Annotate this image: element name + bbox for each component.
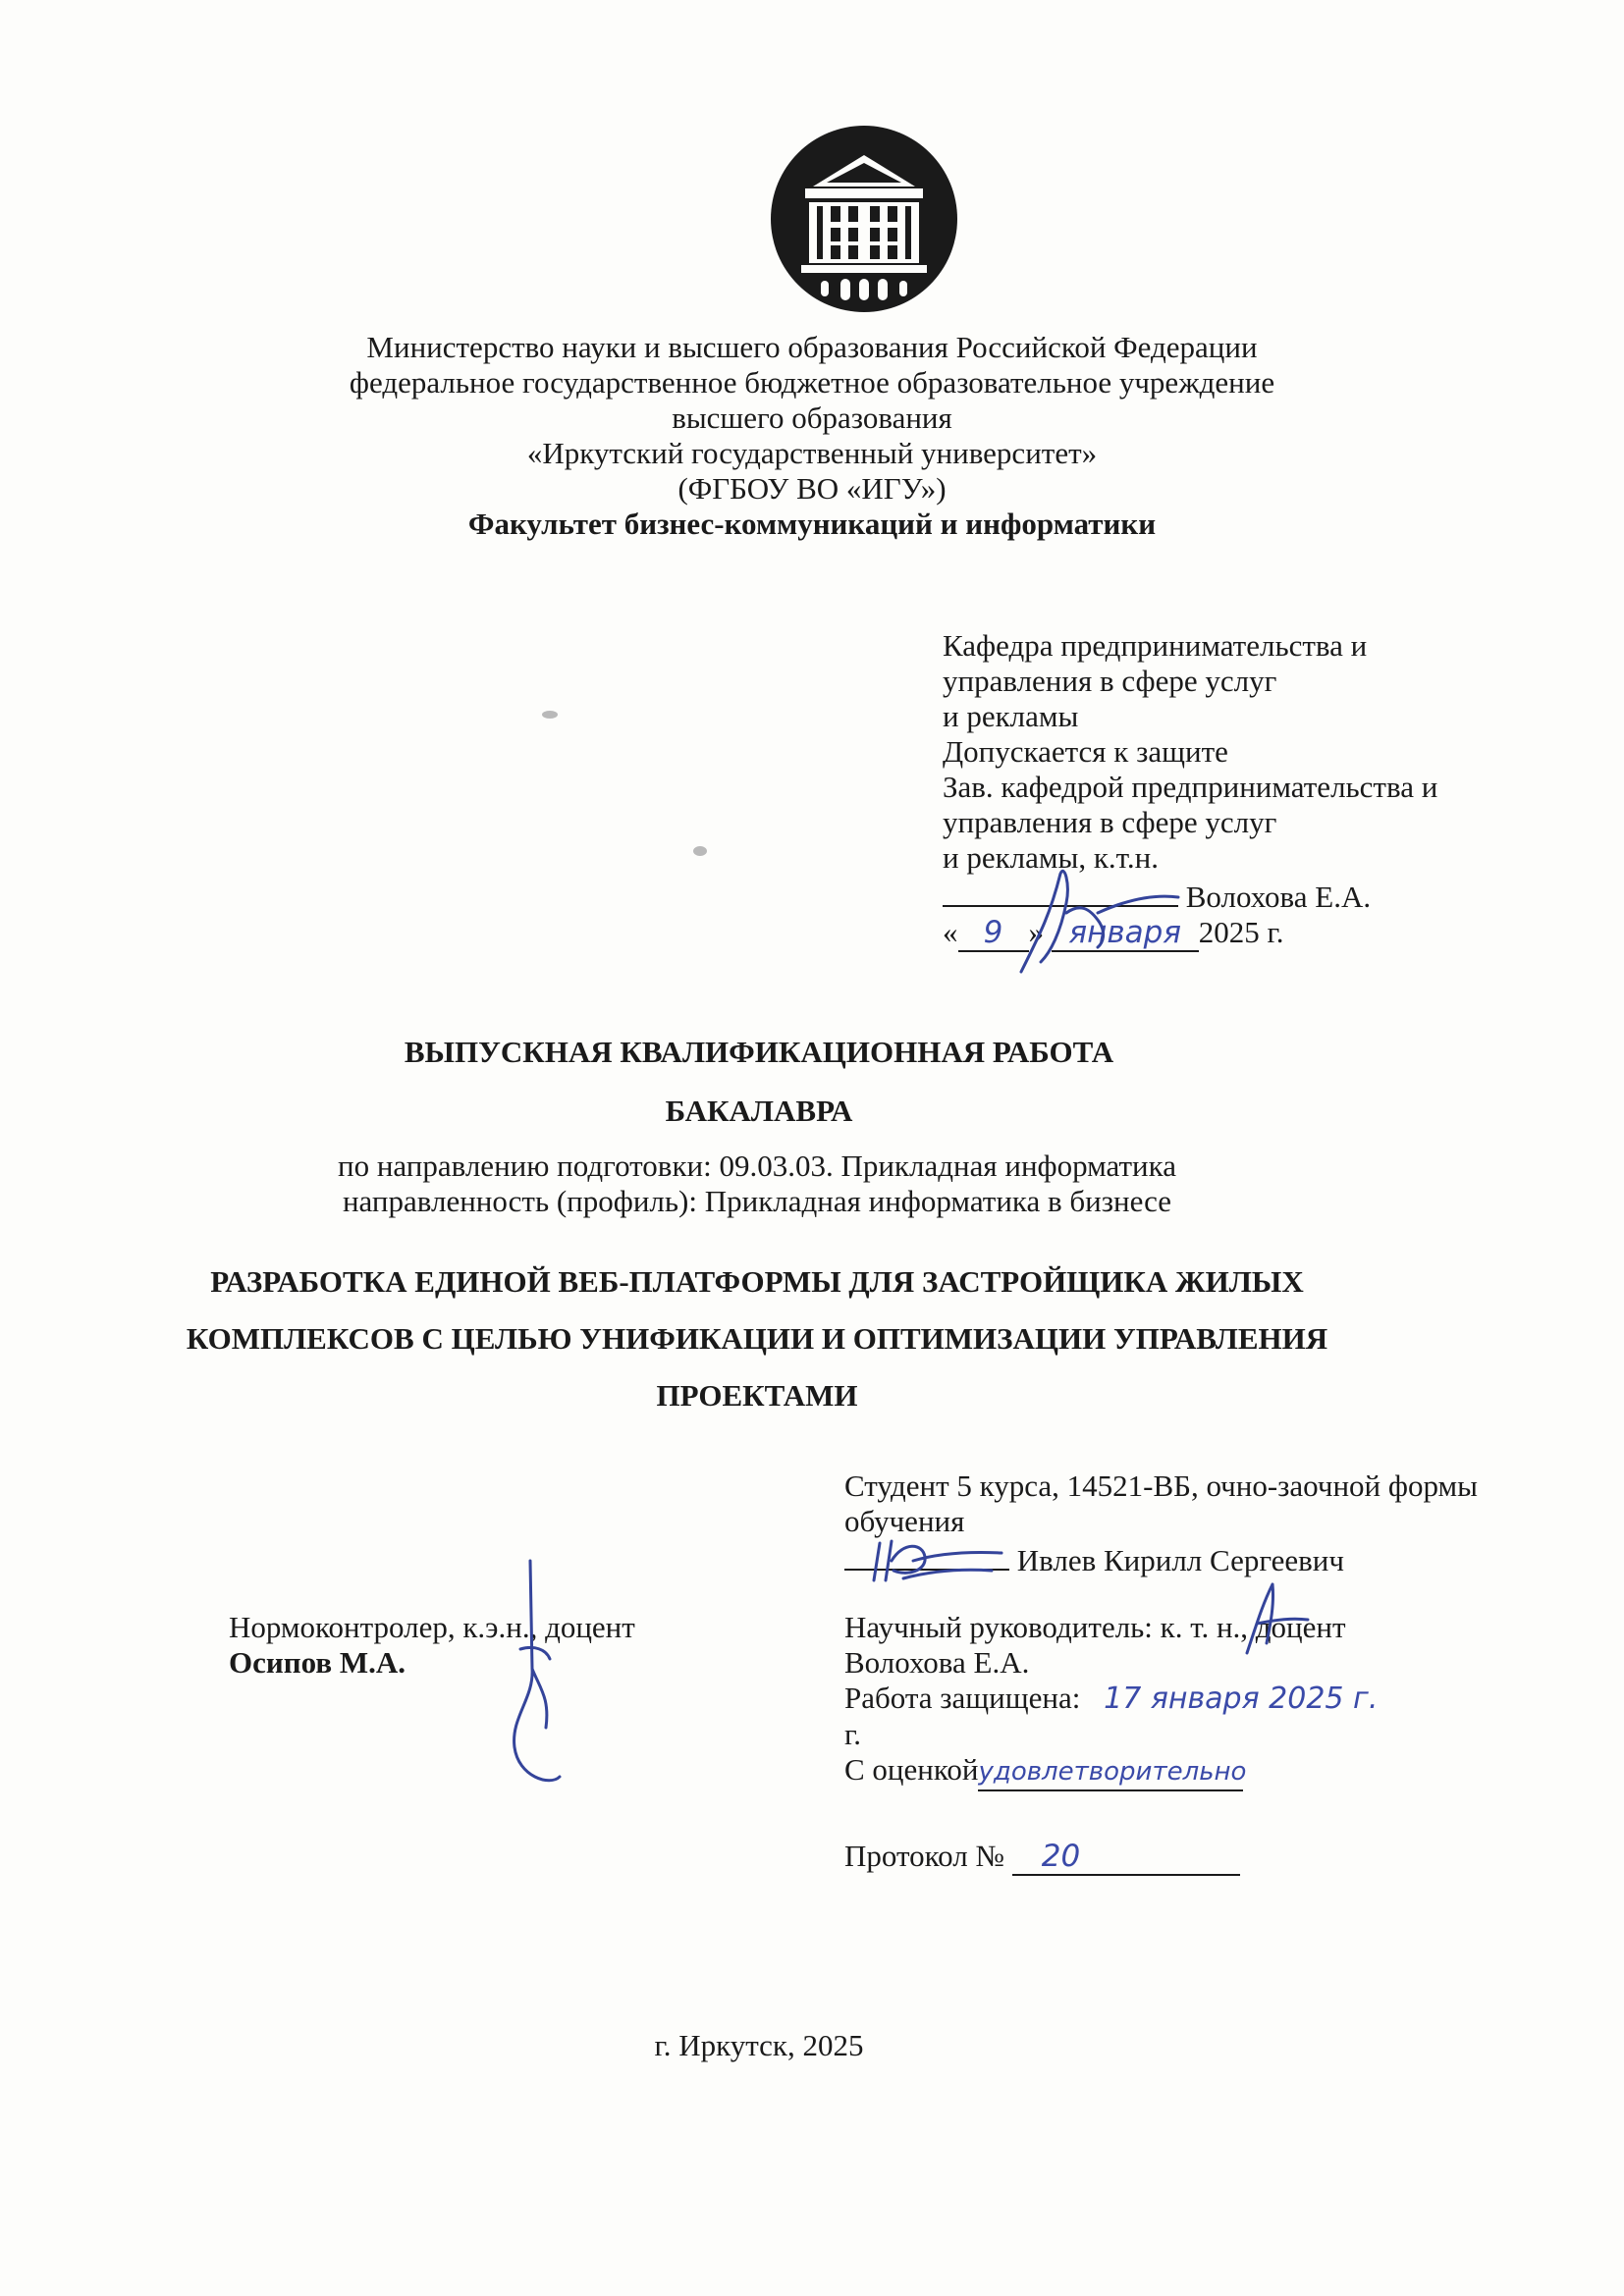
defended-label: Работа защищена: — [844, 1681, 1081, 1715]
approval-line: управления в сфере услуг — [943, 664, 1277, 698]
scan-speck — [542, 711, 558, 719]
thesis-title-line: РАЗРАБОТКА ЕДИНОЙ ВЕБ-ПЛАТФОРМЫ ДЛЯ ЗАСТРОЙЩИКА ЖИЛЫХ — [210, 1264, 1304, 1299]
approval-line: управления в сфере услуг — [943, 805, 1277, 839]
supervisor-name: Волохова Е.А. — [844, 1645, 1030, 1680]
defended-row — [844, 1681, 1591, 1717]
normcontrol-signature — [491, 1551, 579, 1796]
institution-type-line: федеральное государственное бюджетное образовательное учреждение — [349, 365, 1275, 400]
approval-signer: Волохова Е.А. — [1185, 880, 1372, 914]
student-signature — [864, 1531, 1011, 1590]
work-degree: БАКАЛАВРА — [665, 1094, 853, 1128]
supervisor-signature — [1218, 1575, 1316, 1663]
student-course: Студент 5 курса, 14521-ВБ, очно-заочной формы — [844, 1468, 1478, 1503]
university-name-line: «Иркутский государственный университет» — [526, 436, 1098, 470]
approval-line: Допускается к защите — [943, 734, 1228, 769]
grade-value-handwritten: удовлетворительно — [978, 1754, 1243, 1791]
date-quote-open: « — [943, 915, 958, 949]
approval-line: Зав. кафедрой предпринимательства и — [943, 770, 1438, 804]
work-direction: по направлению подготовки: 09.03.03. Прикладная информатика — [337, 1148, 1176, 1183]
defended-value-handwritten: 17 января 2025 г. — [1104, 1682, 1379, 1716]
normcontrol-role: Нормоконтролер, к.э.н., доцент — [229, 1610, 635, 1644]
protocol-value-handwritten: 20 — [1012, 1839, 1240, 1876]
date-day-handwritten: 9 — [958, 915, 1029, 952]
work-profile: направленность (профиль): Прикладная информатика в бизнесе — [342, 1184, 1172, 1218]
university-emblem-icon — [766, 116, 962, 312]
city-year: г. Иркутск, 2025 — [654, 2028, 864, 2062]
approval-line: Кафедра предпринимательства и — [943, 628, 1368, 663]
student-name: Ивлев Кирилл Сергеевич — [1016, 1543, 1344, 1577]
supervisor-role: Научный руководитель: к. т. н., доцент — [844, 1610, 1346, 1644]
thesis-title-line: КОМПЛЕКСОВ С ЦЕЛЬЮ УНИФИКАЦИИ И ОПТИМИЗАЦИИ УПРАВЛЕНИЯ — [186, 1321, 1328, 1356]
university-abbr-line: (ФГБОУ ВО «ИГУ») — [677, 471, 947, 506]
faculty-line: Факультет бизнес-коммуникаций и информатики — [467, 507, 1157, 541]
year-suffix: г. — [844, 1717, 861, 1751]
student-course-cont: обучения — [844, 1504, 965, 1538]
protocol-row — [844, 1839, 1591, 1876]
work-type-title: ВЫПУСКНАЯ КВАЛИФИКАЦИОННАЯ РАБОТА — [404, 1035, 1114, 1069]
approval-line: и рекламы, к.т.н. — [943, 840, 1159, 875]
education-level-line: высшего образования — [672, 400, 952, 435]
date-year: 2025 г. — [1198, 915, 1284, 949]
normcontrol-name: Осипов М.А. — [229, 1645, 406, 1680]
grade-row — [844, 1752, 1591, 1791]
head-signature — [982, 854, 1218, 982]
date-quote-close: » — [1028, 915, 1044, 949]
approval-line: и рекламы — [943, 699, 1079, 733]
university-logo — [766, 116, 962, 312]
date-month-handwritten: января — [1052, 915, 1199, 952]
scan-speck — [693, 846, 707, 856]
grade-label: С оценкой — [844, 1752, 979, 1787]
thesis-title-line: ПРОЕКТАМИ — [656, 1378, 858, 1413]
protocol-label: Протокол № — [844, 1839, 1004, 1873]
ministry-line: Министерство науки и высшего образования Российской Федерации — [366, 330, 1258, 364]
